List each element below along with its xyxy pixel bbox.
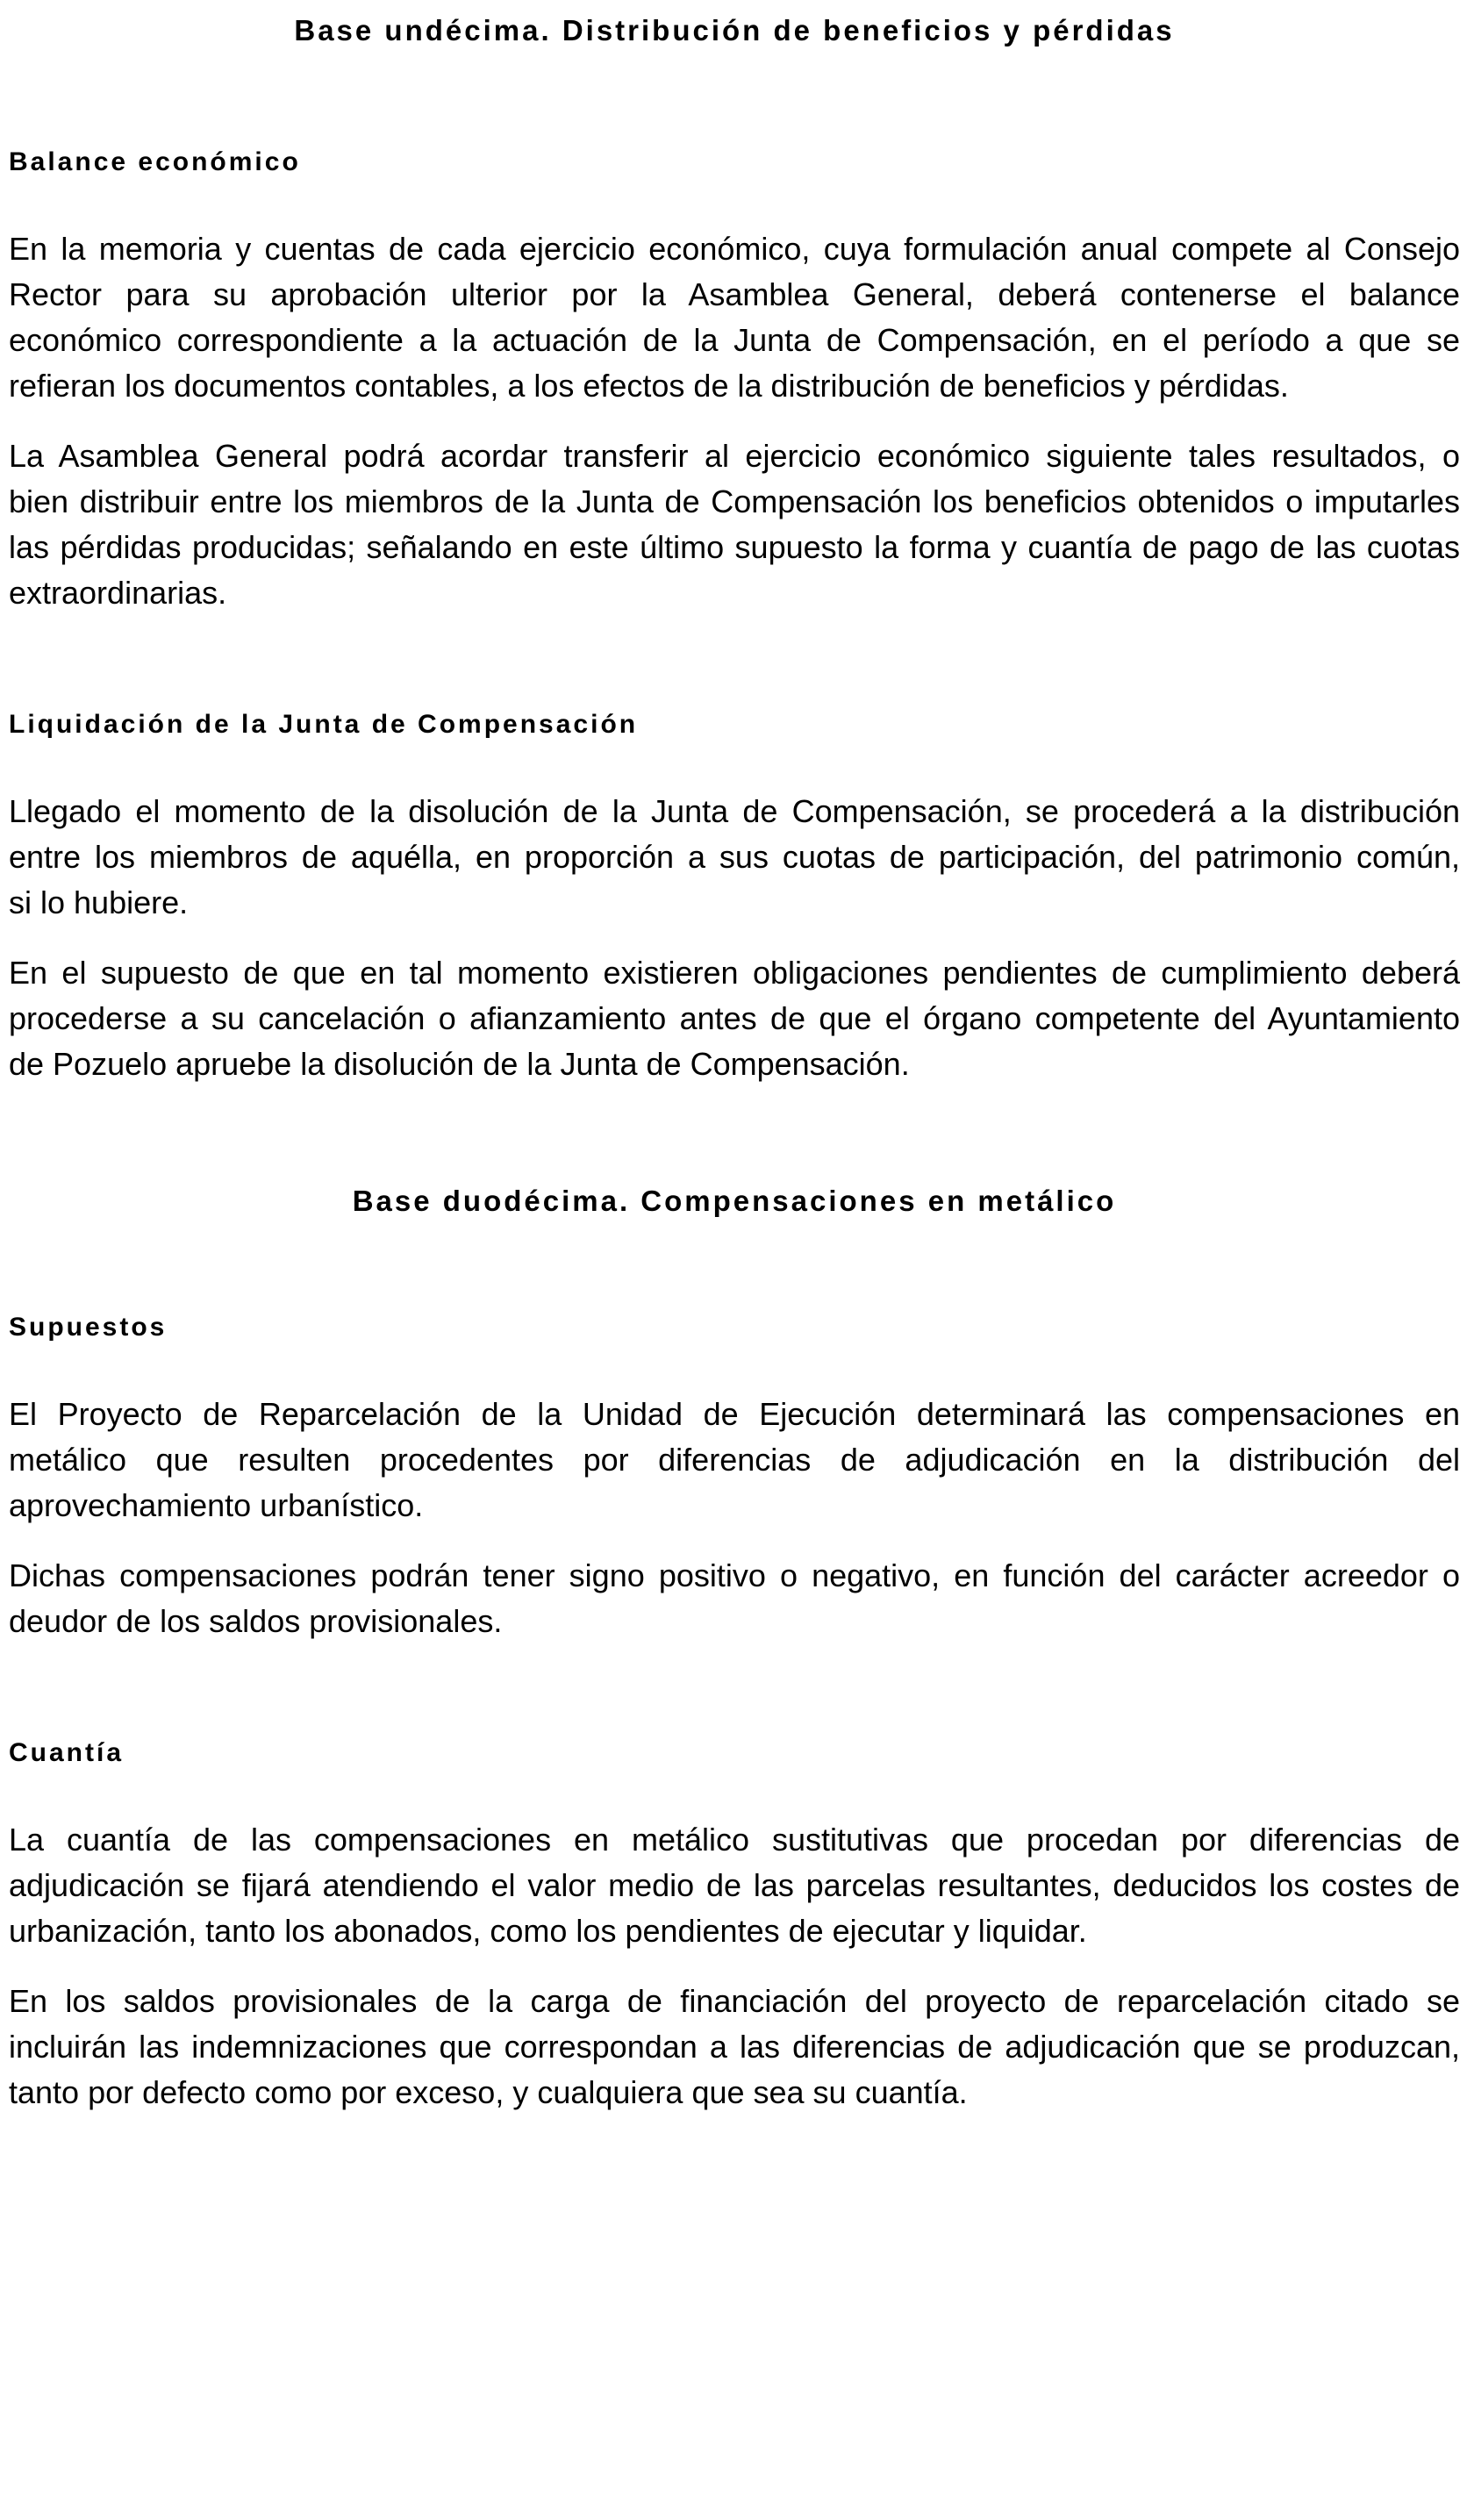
- text-line: extraordinarias.: [9, 575, 227, 611]
- text-line: La Asamblea General podrá acordar transferir al ejercicio económico siguiente tales resultados, o: [9, 438, 1460, 474]
- paragraph: [9, 950, 1460, 1087]
- text-line: Rector para su aprobación ulterior por la Asamblea General, deberá contenerse el balance: [9, 276, 1460, 312]
- paragraph: [9, 1817, 1460, 1954]
- text-line: bien distribuir entre los miembros de la Junta de Compensación los beneficios obtenidos o imputarles: [9, 483, 1460, 519]
- text-line: En el supuesto de que en tal momento existieren obligaciones pendientes de cumplimiento deberá: [9, 955, 1460, 991]
- text-line: El Proyecto de Reparcelación de la Unidad de Ejecución determinará las compensaciones en: [9, 1396, 1460, 1432]
- text-line: Dichas compensaciones podrán tener signo positivo o negativo, en función del carácter acreedor o: [9, 1557, 1460, 1593]
- text-line: Llegado el momento de la disolución de la Junta de Compensación, se procederá a la distribución: [9, 793, 1460, 829]
- text-line: deudor de los saldos provisionales.: [9, 1603, 503, 1639]
- paragraph: [9, 1979, 1460, 2116]
- text-line: urbanización, tanto los abonados, como los pendientes de ejecutar y liquidar.: [9, 1913, 1087, 1949]
- paragraph: [9, 789, 1460, 926]
- text-line: de Pozuelo apruebe la disolución de la Junta de Compensación.: [9, 1046, 910, 1082]
- text-line: tanto por defecto como por exceso, y cualquiera que sea su cuantía.: [9, 2074, 968, 2110]
- paragraph: [9, 433, 1460, 616]
- section-heading-balance-economico: Balance económico: [9, 147, 301, 176]
- text-line: La cuantía de las compensaciones en metálico sustitutivas que procedan por diferencias de: [9, 1822, 1460, 1858]
- section-heading-supuestos: Supuestos: [9, 1313, 168, 1342]
- text-line: En los saldos provisionales de la carga de financiación del proyecto de reparcelación citado se: [9, 1983, 1460, 2019]
- text-line: incluirán las indemnizaciones que correspondan a las diferencias de adjudicación que se produzcan,: [9, 2029, 1460, 2065]
- text-line: metálico que resulten procedentes por diferencias de adjudicación en la distribución del: [9, 1442, 1460, 1478]
- text-line: refieran los documentos contables, a los efectos de la distribución de beneficios y pérdidas.: [9, 368, 1289, 404]
- text-line: entre los miembros de aquélla, en proporción a sus cuotas de participación, del patrimonio común,: [9, 839, 1460, 875]
- document-title-base-duodecima: Base duodécima. Compensaciones en metálico: [352, 1185, 1117, 1217]
- section-heading-cuantia: Cuantía: [9, 1738, 125, 1767]
- text-line: En la memoria y cuentas de cada ejercicio económico, cuya formulación anual compete al Consejo: [9, 231, 1460, 267]
- text-line: aprovechamiento urbanístico.: [9, 1487, 424, 1523]
- paragraph: [9, 1553, 1460, 1644]
- document-title-base-undecima: Base undécima. Distribución de beneficios y pérdidas: [294, 14, 1175, 47]
- paragraph: [9, 1392, 1460, 1528]
- section-heading-liquidacion: Liquidación de la Junta de Compensación: [9, 710, 639, 739]
- text-line: procederse a su cancelación o afianzamiento antes de que el órgano competente del Ayuntamiento: [9, 1000, 1460, 1036]
- text-line: adjudicación se fijará atendiendo el valor medio de las parcelas resultantes, deducidos los costes de: [9, 1867, 1460, 1903]
- text-line: económico correspondiente a la actuación de la Junta de Compensación, en el período a que se: [9, 322, 1460, 358]
- text-line: las pérdidas producidas; señalando en este último supuesto la forma y cuantía de pago de las cuotas: [9, 529, 1460, 565]
- paragraph: [9, 226, 1460, 409]
- text-line: si lo hubiere.: [9, 884, 189, 920]
